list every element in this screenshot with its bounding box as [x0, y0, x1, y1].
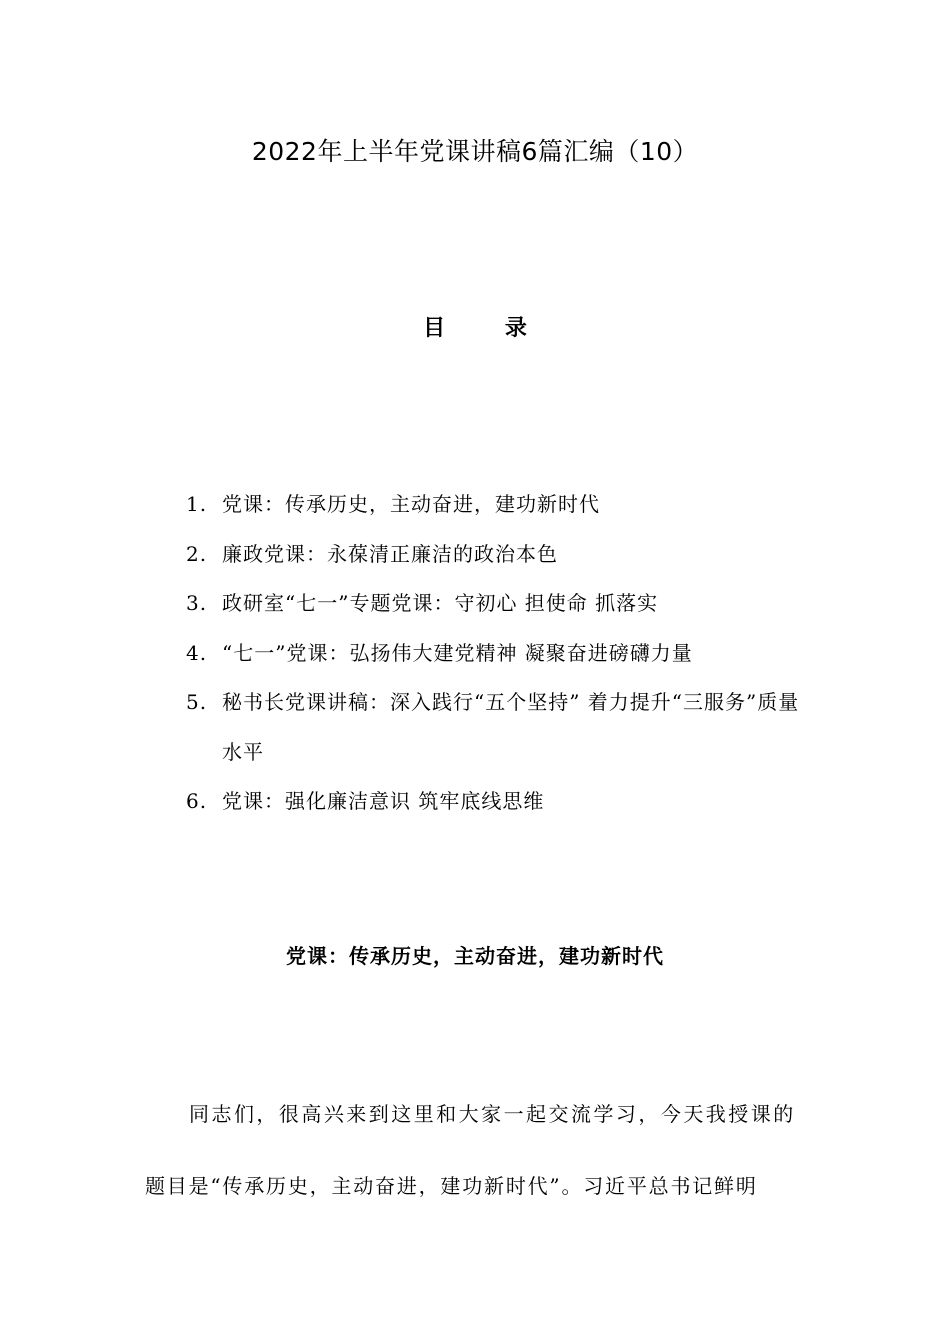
- toc-item-text[interactable]: 党课：强化廉洁意识 筑牢底线思维: [222, 789, 545, 813]
- toc-item-6[interactable]: [186, 777, 806, 827]
- toc-item-number: 6.: [186, 789, 208, 813]
- toc-item-5[interactable]: [186, 678, 806, 777]
- body-paragraph: 同志们，很高兴来到这里和大家一起交流学习，今天我授课的题目是“传承历史，主动奋进，建功新时代”。习近平总书记鲜明: [145, 1102, 795, 1198]
- toc-item-4[interactable]: [186, 629, 806, 679]
- section-title: 党课：传承历史，主动奋进，建功新时代: [286, 944, 664, 968]
- toc-item-number: 5.: [186, 690, 208, 714]
- toc-item-text[interactable]: 党课：传承历史，主动奋进，建功新时代: [222, 492, 600, 516]
- toc-item-3[interactable]: [186, 579, 806, 629]
- toc-heading: 目 录: [423, 315, 553, 341]
- toc-item-1[interactable]: [186, 480, 806, 530]
- table-of-contents: [186, 480, 806, 827]
- document-title: 2022年上半年党课讲稿6篇汇编（10）: [251, 137, 699, 166]
- toc-item-text[interactable]: 廉政党课：永葆清正廉洁的政治本色: [222, 541, 558, 566]
- toc-item-text[interactable]: “七一”党课：弘扬伟大建党精神 凝聚奋进磅礴力量: [222, 640, 693, 665]
- toc-item-2[interactable]: [186, 530, 806, 580]
- toc-item-number: 2.: [186, 541, 208, 566]
- toc-item-number: 1.: [186, 492, 208, 516]
- toc-item-text[interactable]: 政研室“七一”专题党课：守初心 担使命 抓落实: [222, 591, 659, 615]
- toc-item-number: 3.: [186, 591, 208, 615]
- toc-item-text[interactable]: 秘书长党课讲稿：深入践行“五个坚持” 着力提升“三服务”质量水平: [222, 690, 800, 764]
- toc-item-number: 4.: [186, 640, 208, 665]
